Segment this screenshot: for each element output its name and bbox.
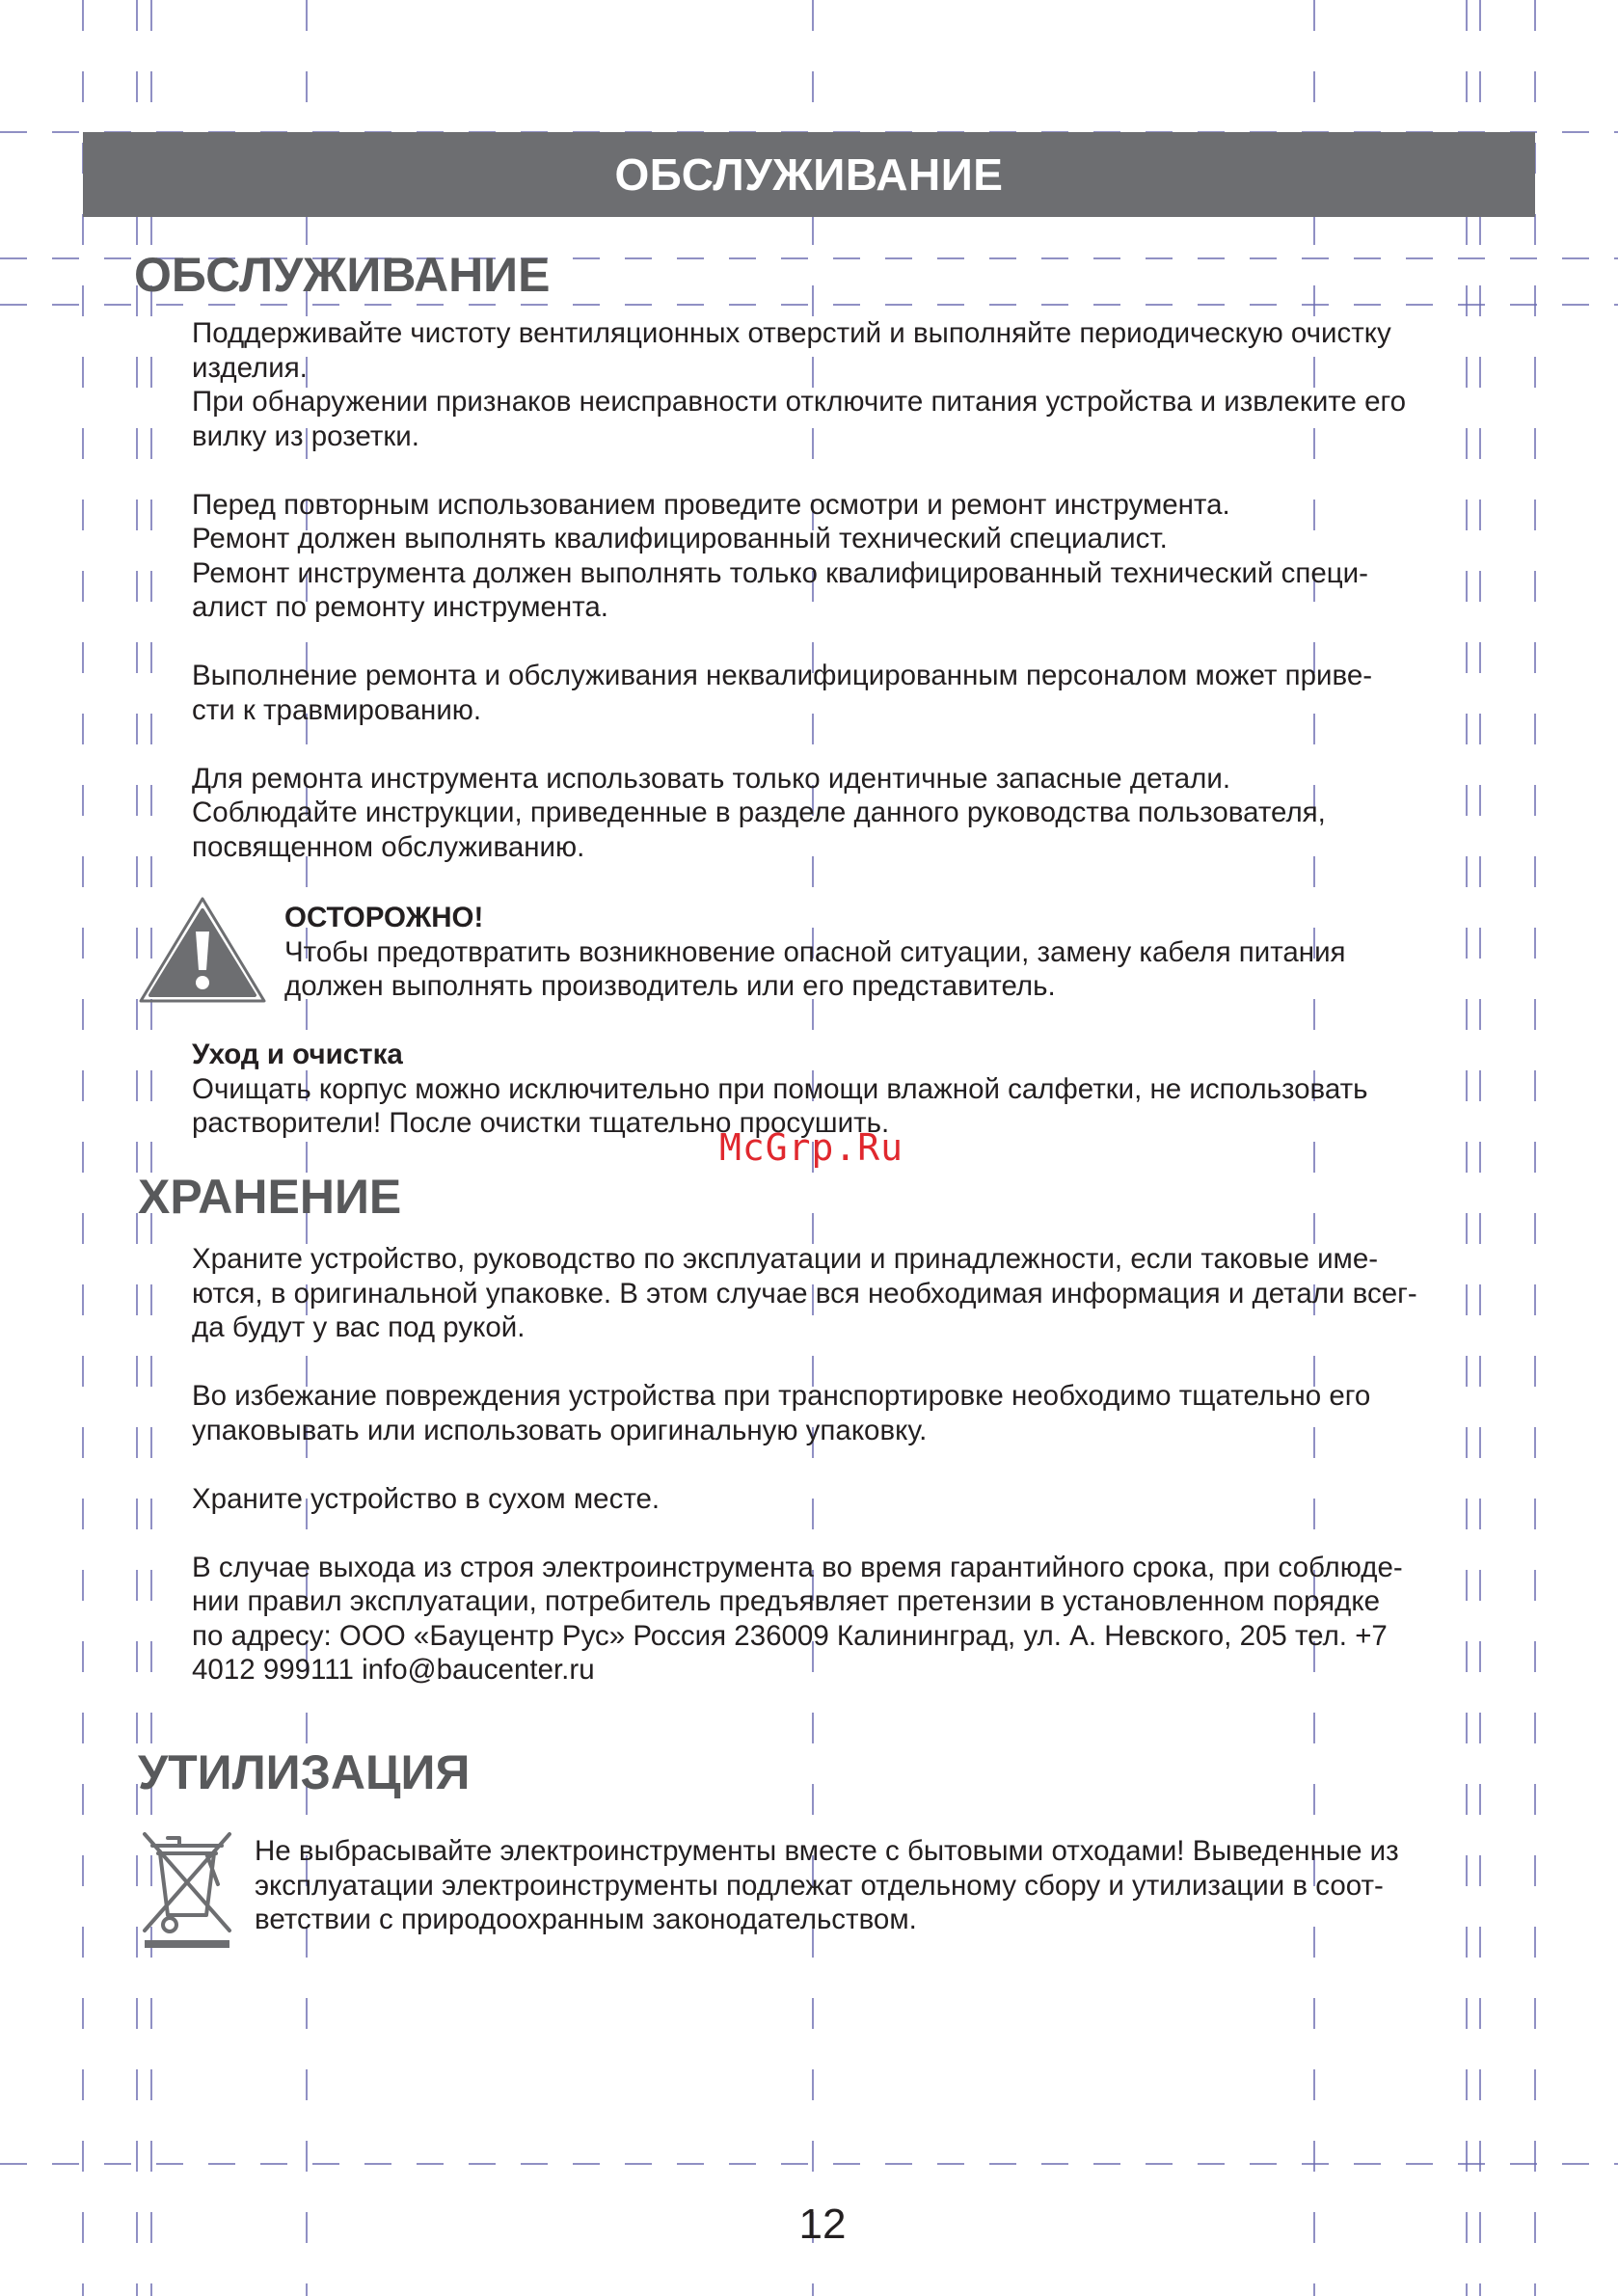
text-line: растворители! После очистки тщательно просушить. xyxy=(192,1107,890,1139)
text-line: Очищать корпус можно исключительно при помощи влажной салфетки, не использовать xyxy=(192,1072,1368,1105)
care-title: Уход и очистка xyxy=(192,1039,403,1070)
text-line: Выполнение ремонта и обслуживания неквалифицированным персоналом может приве- xyxy=(192,660,1373,691)
text-line: ветствии с природоохранным законодательством. xyxy=(255,1904,917,1935)
text-line: алист по ремонту инструмента. xyxy=(192,591,608,623)
warning-block xyxy=(284,901,1478,1004)
text-line: Храните устройство в сухом месте. xyxy=(192,1482,661,1515)
text-line: В случае выхода из строя электроинструмента во время гарантийного срока, при соблюде- xyxy=(192,1551,1403,1583)
storage-title: ХРАНЕНИЕ xyxy=(138,1170,402,1224)
text-line: Ремонт инструмента должен выполнять только квалифицированный технический специ- xyxy=(192,556,1368,589)
text-line: Поддерживайте чистоту вентиляционных отверстий и выполняйте периодическую очистку xyxy=(192,317,1391,349)
text-line: по адресу: ООО «Бауцентр Рус» Россия 236009 Калининград, ул. А. Невского, 205 тел. +7 xyxy=(192,1619,1388,1652)
text-line: Для ремонта инструмента использовать только идентичные запасные детали. xyxy=(192,762,1231,795)
maintenance-text xyxy=(192,316,1478,864)
text-line: нии правил эксплуатации, потребитель предъявляет претензии в установленном порядке xyxy=(192,1585,1380,1617)
text-line: посвященном обслуживанию. xyxy=(192,830,585,863)
text-line: эксплуатации электроинструменты подлежат отдельному сбору и утилизации в соот- xyxy=(255,1869,1384,1902)
text-line: ются, в оригинальной упаковке. В этом случае вся необходимая информация и детали всег- xyxy=(192,1277,1417,1310)
text-line: да будут у вас под рукой. xyxy=(192,1311,526,1343)
text-line: Во избежание повреждения устройства при транспортировке необходимо тщательно его xyxy=(192,1380,1371,1412)
text-line: Ремонт должен выполнять квалифицированный технический специалист. xyxy=(192,523,1168,554)
text-line: вилку из розетки. xyxy=(192,419,419,452)
text-line: Не выбрасывайте электроинструменты вместе с бытовыми отходами! Выведенные из xyxy=(255,1835,1399,1867)
storage-text xyxy=(192,1242,1478,1688)
warning-title: ОСТОРОЖНО! xyxy=(284,902,484,933)
text-line: изделия. xyxy=(192,351,308,384)
text-line: Чтобы предотвратить возникновение опасной ситуации, замену кабеля питания xyxy=(284,935,1346,968)
disposal-text xyxy=(255,1834,1478,1937)
text-line: Соблюдайте инструкции, приведенные в разделе данного руководства пользователя, xyxy=(192,797,1326,828)
text-line: 4012 999111 info@baucenter.ru xyxy=(192,1654,595,1686)
text-line: должен выполнять производитель или его представитель. xyxy=(284,970,1056,1002)
disposal-title: УТИЛИЗАЦИЯ xyxy=(138,1745,471,1799)
text-line: Храните устройство, руководство по эксплуатации и принадлежности, если таковые име- xyxy=(192,1243,1379,1275)
page-number: 12 xyxy=(798,2201,847,2248)
text-line: При обнаружении признаков неисправности отключите питания устройства и извлеките его xyxy=(192,386,1407,418)
header-bar xyxy=(83,132,1535,217)
text-line: Перед повторным использованием проведите осмотри и ремонт инструмента. xyxy=(192,488,1230,521)
crossed-bin-icon xyxy=(141,1830,233,1952)
warning-triangle-icon xyxy=(137,895,268,1007)
watermark: McGrp.Ru xyxy=(719,1126,904,1169)
care-block xyxy=(192,1038,1478,1141)
text-line: сти к травмированию. xyxy=(192,693,482,726)
text-line: упаковывать или использовать оригинальную упаковку. xyxy=(192,1414,928,1446)
maintenance-title: ОБСЛУЖИВАНИЕ xyxy=(134,248,551,302)
header-title: ОБСЛУЖИВАНИЕ xyxy=(614,149,1004,200)
